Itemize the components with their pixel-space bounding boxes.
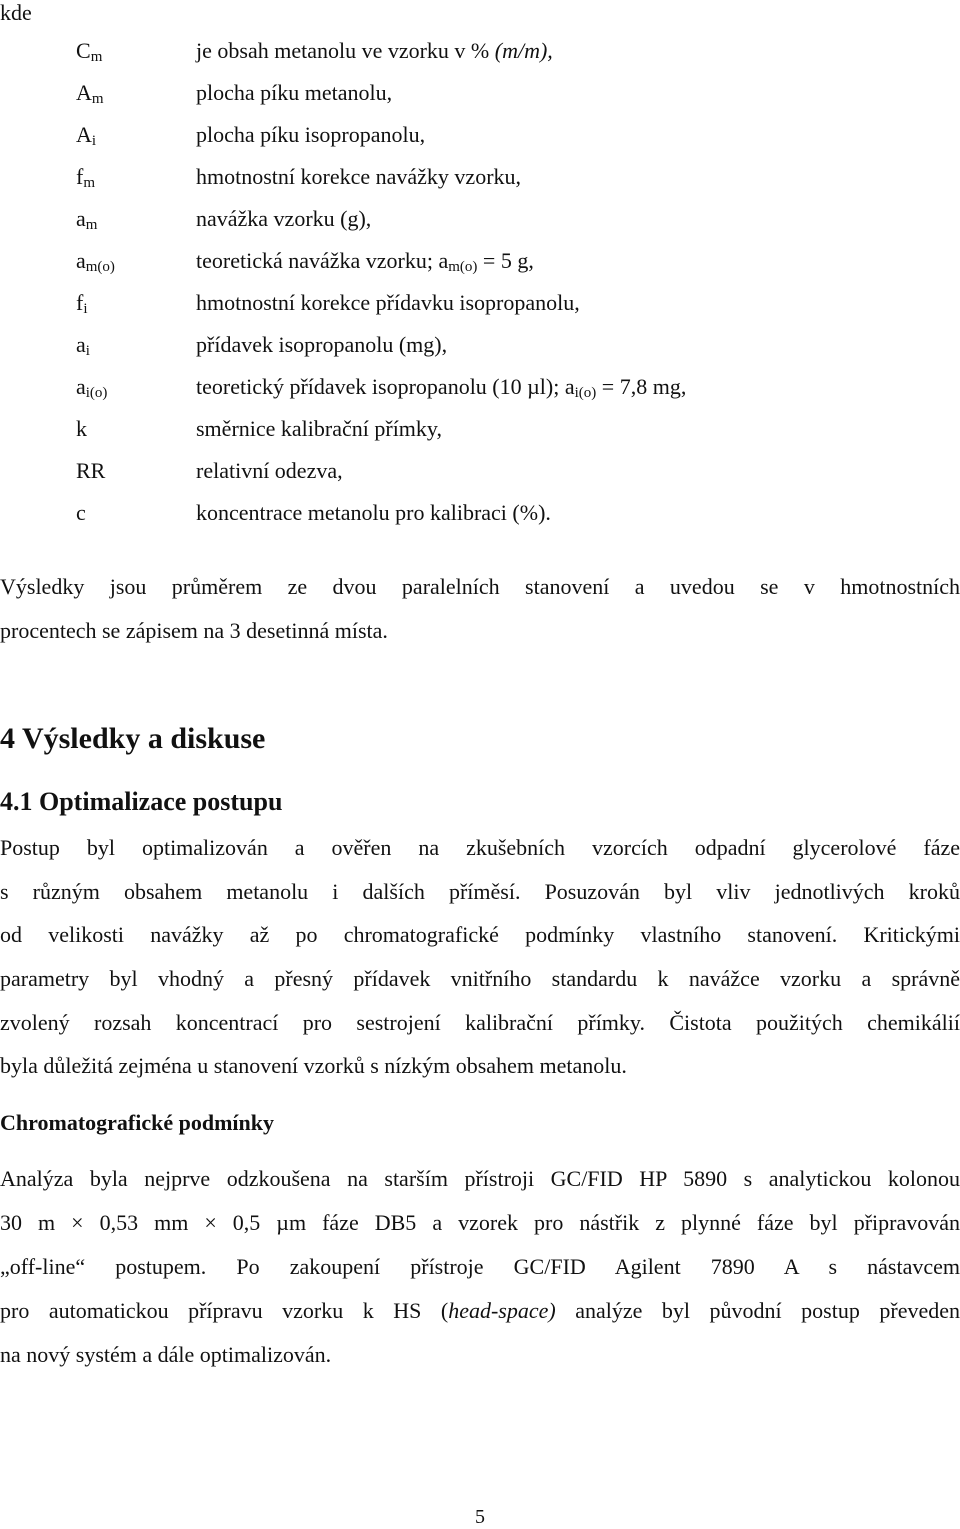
paragraph-line: Postup byl optimalizován a ověřen na zkušebních vzorcích odpadní glycerolové fáze (0, 835, 960, 860)
definition-text-part: plocha píku isopropanolu, (196, 122, 426, 147)
definition-symbol (76, 164, 95, 190)
paragraph-line: Analýza byla nejprve odzkoušena na starším přístroji GC/FID HP 5890 s analytickou kolonou (0, 1166, 960, 1191)
symbol-subscript: i(o) (85, 385, 108, 401)
paragraph-line: parametry byl vhodný a přesný přídavek vnitřního standardu k navážce vzorku a správně (0, 966, 960, 991)
definition-text (196, 206, 371, 232)
line-part: analýze byl původní postup převeden (555, 1298, 960, 1323)
definition-text-part: směrnice kalibrační přímky, (196, 416, 442, 441)
symbol-subscript: i (91, 133, 97, 149)
definition-text-part: teoretický přídavek isopropanolu (10 µl); a (196, 374, 575, 399)
definition-text-italic: (m/m), (494, 38, 553, 63)
definition-text-subscript: i(o) (574, 385, 597, 401)
definition-symbol (76, 122, 96, 148)
definition-symbol (76, 458, 105, 484)
definition-symbol (76, 416, 87, 442)
definition-text-part: hmotnostní korekce navážky vzorku, (196, 164, 522, 189)
section-heading: 4 Výsledky a diskuse (0, 722, 266, 755)
definition-text (196, 80, 392, 106)
paragraph-line: od velikosti navážky až po chromatografické podmínky vlastního stanovení. Kritickými (0, 922, 960, 947)
symbol-letter: C (76, 38, 91, 63)
definition-symbol (76, 206, 97, 232)
symbol-letter: a (76, 332, 86, 357)
definition-text (196, 374, 686, 400)
definition-symbol (76, 290, 88, 316)
definition-symbol (76, 500, 86, 526)
definition-text-part: plocha píku metanolu, (196, 80, 393, 105)
symbol-letter: A (76, 122, 92, 147)
paragraph-line: procentech se zápisem na 3 desetinná místa. (0, 618, 388, 643)
symbol-letter: a (76, 206, 86, 231)
symbol-subscript: i (85, 343, 90, 359)
symbol-subscript: i (83, 301, 88, 317)
definition-text (196, 164, 521, 190)
symbol-subscript: m (91, 91, 104, 107)
definition-text-part: teoretická navážka vzorku; a (196, 248, 449, 273)
page-number: 5 (475, 1506, 485, 1528)
definition-text (196, 500, 551, 526)
definition-symbol (76, 332, 90, 358)
definition-text-subscript: m(o) (448, 259, 478, 275)
definition-symbol (76, 374, 107, 400)
definition-text-part: hmotnostní korekce přídavku isopropanolu, (196, 290, 580, 315)
paragraph-line: 30 m × 0,53 mm × 0,5 µm fáze DB5 a vzorek pro nástřik z plynné fáze byl připravován (0, 1210, 960, 1235)
definition-text (196, 458, 343, 484)
definition-text (196, 290, 580, 316)
symbol-letter: k (76, 416, 87, 441)
definition-text-part: je obsah metanolu ve vzorku v % (196, 38, 495, 63)
paragraph-line: na nový systém a dále optimalizován. (0, 1342, 332, 1367)
symbol-subscript: m(o) (85, 259, 115, 275)
symbol-letter: a (76, 248, 86, 273)
symbol-letter: c (76, 500, 86, 525)
paragraph-line: „off-line“ postupem. Po zakoupení přístroje GC/FID Agilent 7890 A s nástavcem (0, 1254, 960, 1279)
symbol-subscript: m (83, 175, 95, 191)
definition-symbol (76, 248, 115, 274)
definition-symbol (76, 38, 102, 64)
symbol-letter: RR (76, 458, 106, 483)
chromatography-heading: Chromatografické podmínky (0, 1110, 274, 1135)
definition-text (196, 416, 442, 442)
definition-text (196, 122, 425, 148)
symbol-letter: f (76, 164, 84, 189)
line-part-italic: head-space) (448, 1298, 556, 1323)
definition-text-part: navážka vzorku (g), (196, 206, 372, 231)
symbol-letter: A (76, 80, 92, 105)
paragraph-line: s různým obsahem metanolu i dalších příměsí. Posuzován byl vliv jednotlivých kroků (0, 879, 960, 904)
intro-text: kde (0, 0, 32, 25)
line-part: pro automatickou přípravu vzorku k HS ( (0, 1298, 449, 1323)
definition-text-part: koncentrace metanolu pro kalibraci (%). (196, 500, 551, 525)
definition-symbol (76, 80, 104, 106)
definition-text (196, 38, 553, 64)
definition-text-part: = 5 g, (477, 248, 534, 273)
symbol-letter: f (76, 290, 84, 315)
symbol-subscript: m (90, 49, 103, 65)
definition-text (196, 248, 534, 274)
paragraph-line (0, 1298, 960, 1324)
subsection-heading: 4.1 Optimalizace postupu (0, 787, 283, 816)
definition-text-part: relativní odezva, (196, 458, 343, 483)
definition-text-part: přídavek isopropanolu (mg), (196, 332, 448, 357)
symbol-letter: a (76, 374, 86, 399)
definition-text (196, 332, 447, 358)
paragraph-line: byla důležitá zejména u stanovení vzorků s nízkým obsahem metanolu. (0, 1053, 627, 1078)
symbol-subscript: m (85, 217, 98, 233)
paragraph-line: Výsledky jsou průměrem ze dvou paralelních stanovení a uvedou se v hmotnostních (0, 574, 960, 599)
definition-text-part: = 7,8 mg, (596, 374, 687, 399)
paragraph-line: zvolený rozsah koncentrací pro sestrojení kalibrační přímky. Čistota použitých chemikálií (0, 1010, 960, 1035)
